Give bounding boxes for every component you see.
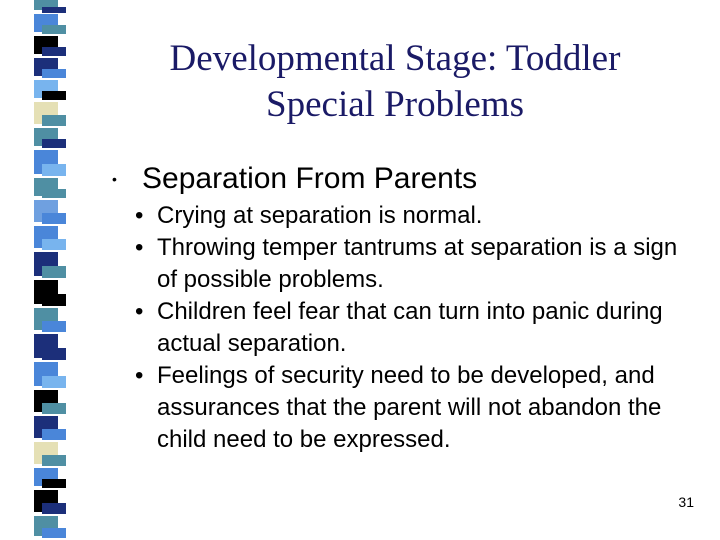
bullet-icon: •	[112, 171, 117, 187]
stripe-block	[42, 528, 66, 538]
decorative-stripe	[0, 0, 68, 540]
stripe-block	[42, 69, 66, 78]
stripe-block	[42, 25, 66, 34]
list-item	[135, 296, 695, 360]
stripe-block	[42, 348, 66, 360]
list-item	[135, 360, 695, 456]
stripe-block	[42, 376, 66, 388]
stripe-block	[42, 455, 66, 466]
stripe-block	[42, 7, 66, 13]
stripe-block	[42, 91, 66, 100]
level1-item	[112, 160, 477, 198]
bullet-list	[135, 200, 695, 456]
stripe-block	[42, 213, 66, 224]
bullet-icon: •	[135, 202, 144, 229]
stripe-block	[42, 479, 66, 488]
stripe-block	[42, 429, 66, 440]
list-item	[135, 232, 695, 296]
bullet-icon: •	[135, 362, 144, 389]
stripe-block	[42, 266, 66, 278]
stripe-block	[42, 239, 66, 250]
slide-title	[100, 36, 690, 128]
list-item-text: Feelings of security need to be developed, and assurances that the parent will not abandon the child need to be expressed.	[157, 362, 662, 453]
list-item-text: Children feel fear that can turn into panic during actual separation.	[157, 298, 663, 357]
title-line-1: Developmental Stage: Toddler	[169, 38, 621, 79]
page-number: 31	[678, 494, 694, 510]
stripe-block	[42, 139, 66, 148]
stripe-block	[42, 294, 66, 306]
bullet-icon: •	[135, 298, 144, 325]
stripe-block	[42, 47, 66, 56]
list-item	[135, 200, 695, 232]
list-item-text: Crying at separation is normal.	[157, 202, 483, 229]
heading-text: Separation From Parents	[142, 162, 478, 195]
stripe-block	[42, 115, 66, 126]
stripe-block	[42, 403, 66, 414]
bullet-icon: •	[135, 234, 144, 261]
title-line-2: Special Problems	[266, 84, 524, 125]
stripe-block	[42, 189, 66, 198]
list-item-text: Throwing temper tantrums at separation is a sign of possible problems.	[157, 234, 678, 293]
stripe-block	[42, 164, 66, 176]
stripe-block	[42, 503, 66, 514]
stripe-block	[42, 321, 66, 332]
